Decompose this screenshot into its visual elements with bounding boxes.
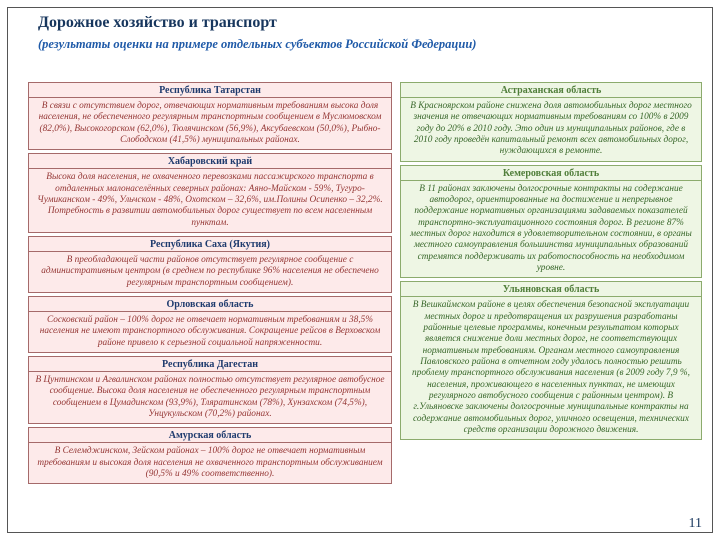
region-card-header: Кемеровская область	[401, 166, 701, 181]
region-card-dagestan	[28, 356, 392, 424]
region-card-body: В Вешкаймском районе в целях обеспечения безопасной эксплуатации местных дорог и предотвращения их разрушения разработаны районные целевые программы, конечным результатом которых является снижение доли местных дорог, не соответствующих нормативным требованиям. Органам местного самоуправления Павловского района в отчетном году удалось полностью решить проблему транспортного обслуживания населения (в 2009 году 7,9 %, населения, проживающего в населенных пунктах, не имеющих регулярного автобусного сообщения с районным центром). В г.Ульяновске заключены долгосрочные муниципальные контракты на содержание автомобильных дорог, уличного освещения, технических средств организации дорожного движения.	[412, 300, 690, 435]
region-card-body: В связи с отсутствием дорог, отвечающих нормативным требованиям высока доля населения, не обеспеченного регулярным транспортным сообщением в Муслюмовском (82,0%), Высокогорском (62,0%), Тюлячинском (56,9%), Аксубаевском (50,0%), Рыбно-Слободском (41,5%) муниципальных районах.	[38, 101, 382, 145]
region-card-header: Республика Дагестан	[29, 357, 391, 372]
region-card-header: Орловская область	[29, 297, 391, 312]
region-card-body: Высока доля населения, не охваченного перевозками пассажирского транспорта в отдаленных малонаселённых северных районах: Аяно-Майском - 59%, Тугуро-Чумиканском - 49%, Ульчском - 48%, Охотском – 32,6%, им.Полины Осипенко – 32,2%. Потребность в развитии автомобильных дорог существует по всем населенным пунктам.	[37, 172, 383, 228]
region-card-header: Астраханская область	[401, 83, 701, 98]
region-card-body: В преобладающей части районов отсутствует регулярное сообщение с административным центром (в среднем по республике 96% населения не обеспечено регулярным транспортным сообщением).	[41, 254, 379, 288]
region-card-body: В Селемджинском, Зейском районах – 100% дорог не отвечает нормативным требованиям и высокая доля населения не охваченного транспортным обслуживанием (90,5% и 49% соответственно).	[37, 446, 383, 479]
right-column	[400, 82, 702, 440]
region-card-amur	[28, 427, 392, 484]
content-columns	[28, 82, 702, 484]
region-card-orel	[28, 296, 392, 353]
region-card-astrakhan	[400, 82, 702, 162]
region-card-header: Хабаровский край	[29, 154, 391, 169]
region-card-header: Республика Саха (Якутия)	[29, 237, 391, 252]
region-card-khabarovsk	[28, 153, 392, 233]
region-card-tatarstan	[28, 82, 392, 150]
region-card-body: В 11 районах заключены долгосрочные контракты на содержание автодорог, ориентированные на достижение и непрерывное поддержание нормативных организациями задаваемых показателей транспортно-эксплуатационного состояния дорог. В регионе 87% местных дорог находится в удовлетворительном состоянии, в органы местного самоуправления большинства муниципальных образований стремятся поддерживать их работоспособность на необходимом уровне.	[410, 183, 692, 273]
region-card-body: В Цунтинском и Агвалинском районах полностью отсутствует регулярное автобусное сообщение. Высока доля населения не обеспеченного регулярным транспортным сообщением в Цумадинском (93,9%), Тляратинском (78%), Хунзахском (74,5%), Унцукульском (70,2%) районах.	[35, 374, 385, 419]
slide-subtitle: (результаты оценки на примере отдельных субъектов Российской Федерации)	[38, 37, 477, 51]
slide-title: Дорожное хозяйство и транспорт	[38, 14, 277, 31]
page-number: 11	[688, 516, 702, 531]
region-card-body: В Красноярском районе снижена доля автомобильных дорог местного значения не отвечающих нормативным требованиям со 100% в 2009 году до 20% в 2010 году. Это один из муниципальных районов, где в 2010 году проведён капитальный ремонт всех автомобильных дорог, нуждающихся в ремонте.	[410, 101, 692, 157]
region-card-ulyanovsk	[400, 281, 702, 440]
region-card-header: Амурская область	[29, 428, 391, 443]
region-card-header: Республика Татарстан	[29, 83, 391, 98]
left-column	[28, 82, 392, 484]
region-card-sakha	[28, 236, 392, 293]
region-card-kemerovo	[400, 165, 702, 279]
region-card-body: Сосковский район – 100% дорог не отвечает нормативным требованиям и 38,5% населения не имеют транспортного обслуживания. Сокращение рейсов в Верховском районе привело к серьезной социальной напряженности.	[39, 314, 381, 348]
region-card-header: Ульяновская область	[401, 282, 701, 297]
